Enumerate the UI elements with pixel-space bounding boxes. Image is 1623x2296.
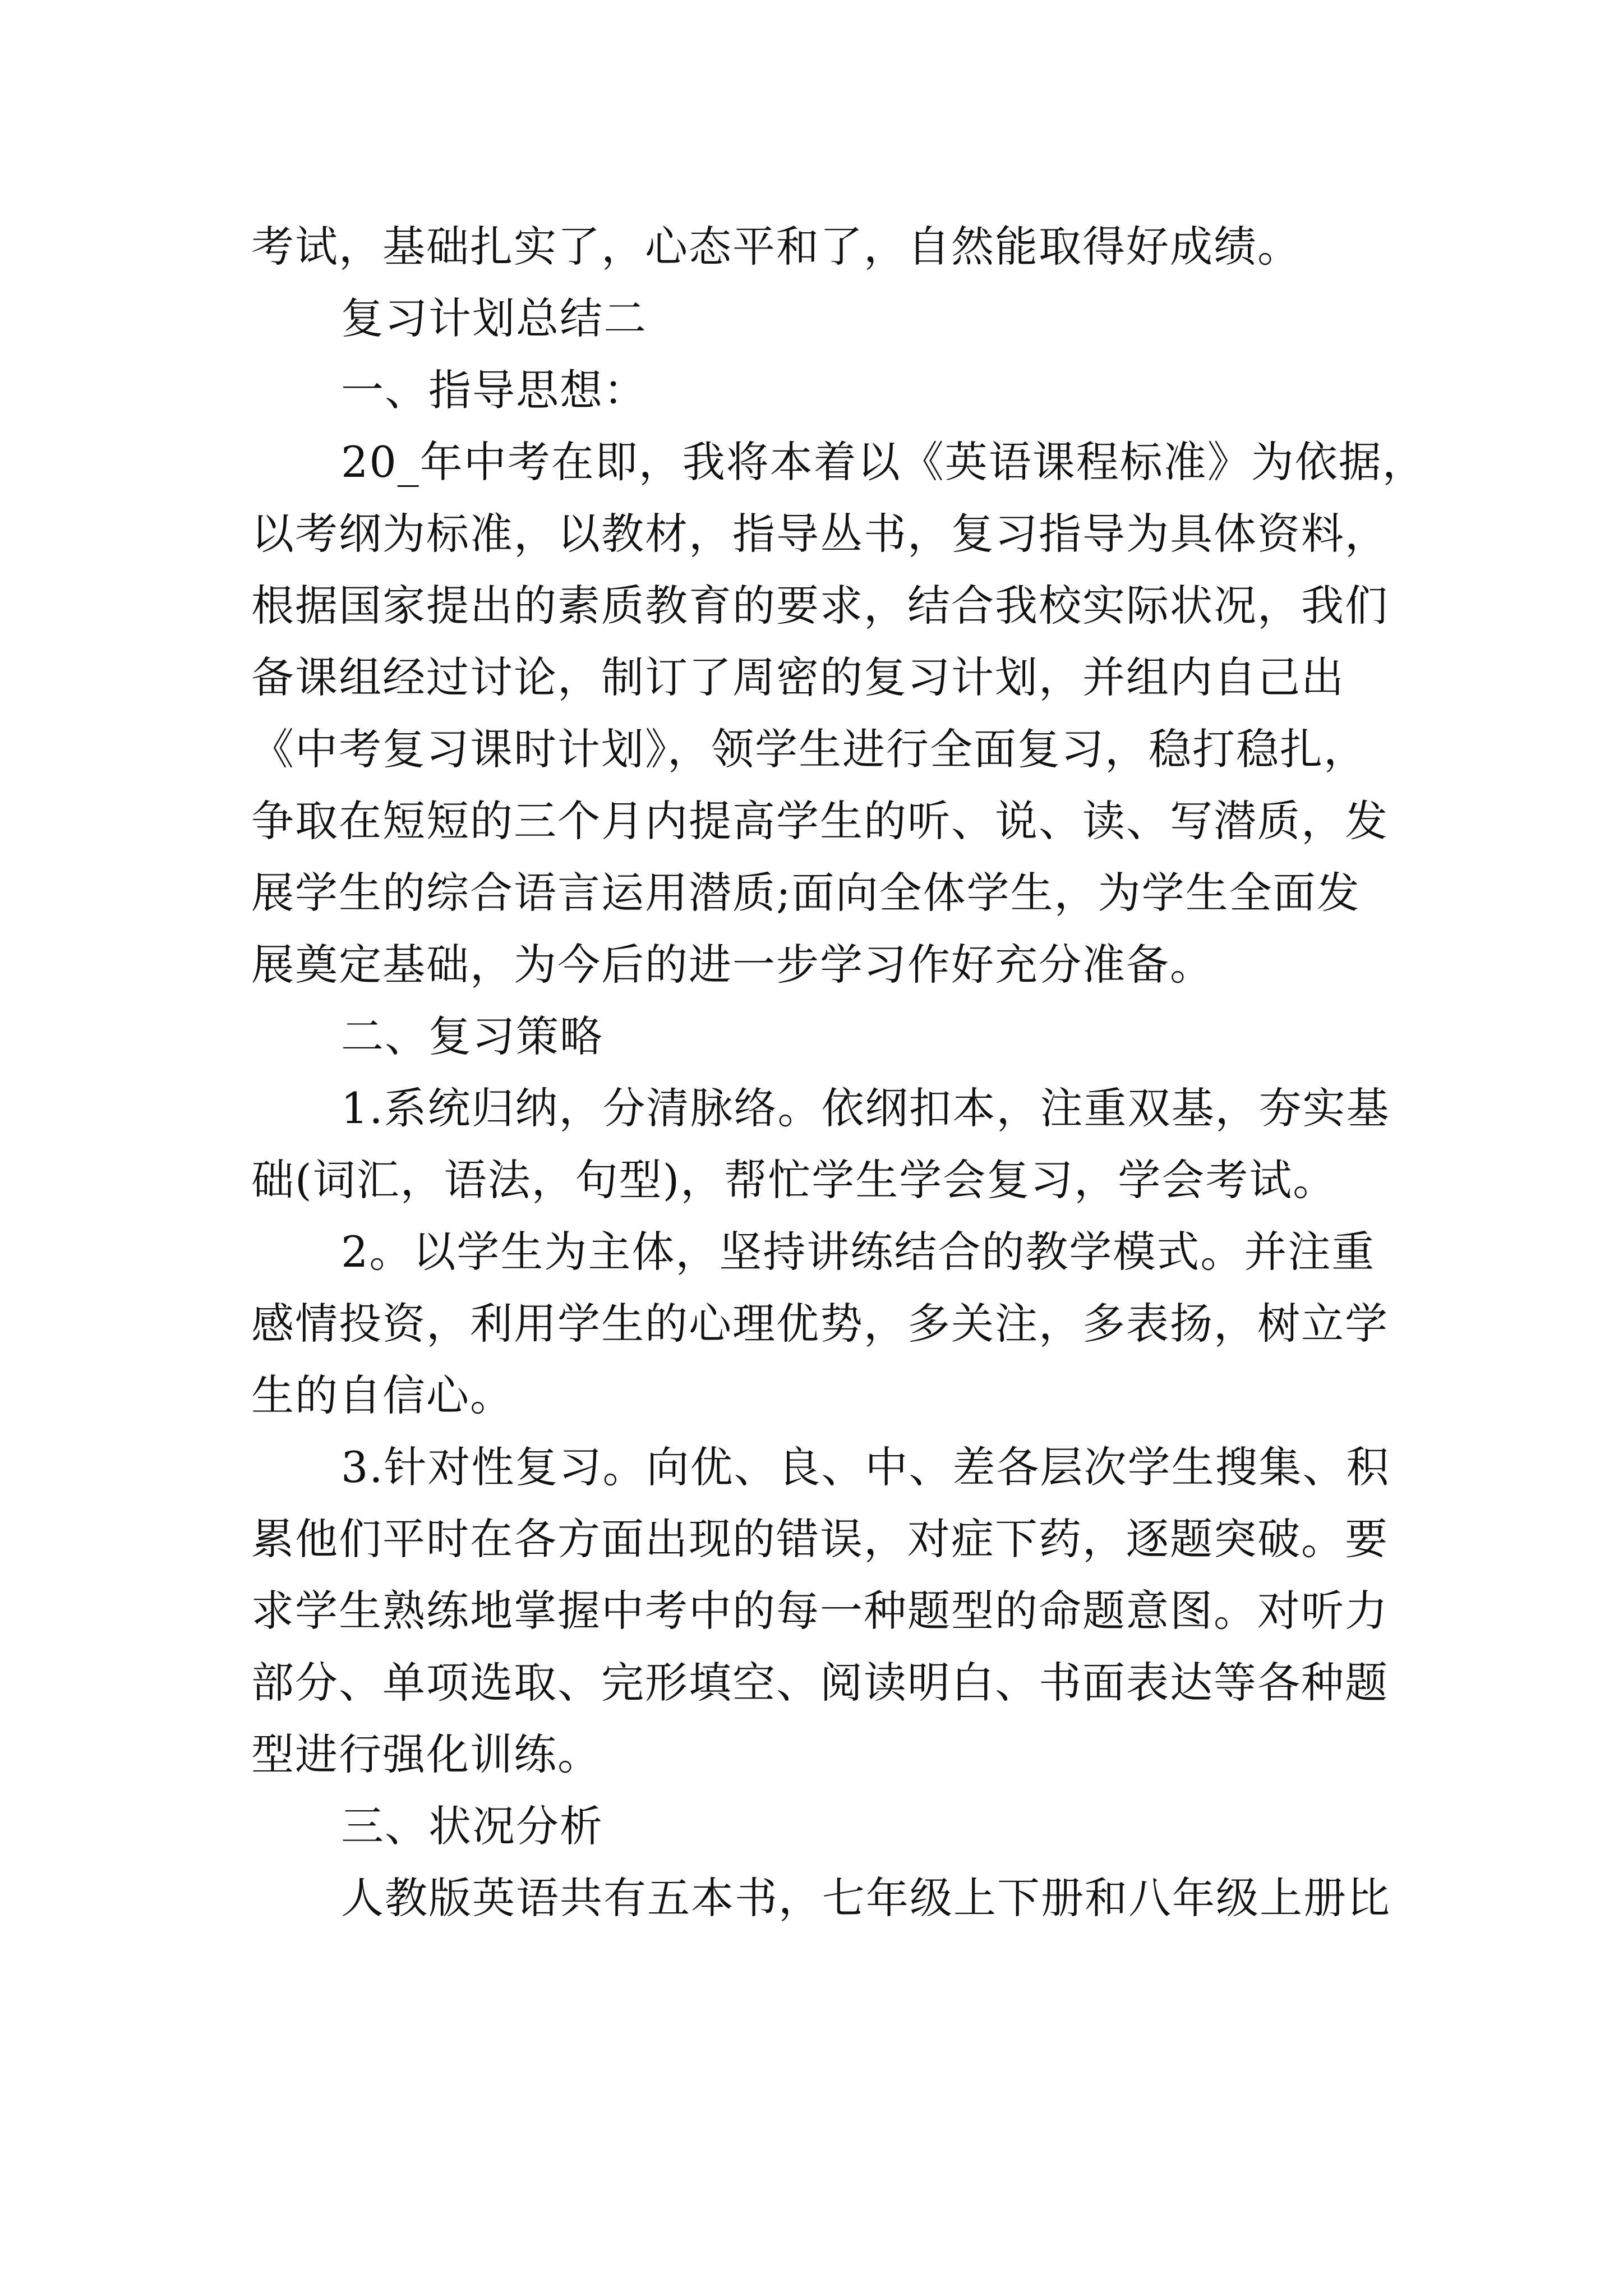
text-line: 求学生熟练地掌握中考中的每一种题型的命题意图。对听力 [251, 1586, 1389, 1636]
text-line: 考试，基础扎实了，心态平和了，自然能取得好成绩。 [251, 222, 1301, 272]
text-line: 感情投资，利用学生的心理优势，多关注，多表扬，树立学 [251, 1299, 1389, 1349]
text-line: 础(词汇，语法，句型)，帮忙学生学会复习，学会考试。 [251, 1155, 1337, 1205]
text-line: 展学生的综合语言运用潜质;面向全体学生，为学生全面发 [251, 868, 1361, 918]
text-line: 3.针对性复习。向优、良、中、差各层次学生搜集、积 [341, 1442, 1390, 1492]
text-line: 累他们平时在各方面出现的错误，对症下药，逐题突破。要 [251, 1514, 1389, 1564]
text-line: 展奠定基础，为今后的进一步学习作好充分准备。 [251, 940, 1214, 990]
section-heading: 二、复习策略 [341, 1011, 603, 1061]
section-heading: 复习计划总结二 [341, 293, 647, 343]
text-line: 争取在短短的三个月内提高学生的听、说、读、写潜质，发 [251, 796, 1389, 846]
text-line: 2。以学生为主体，坚持讲练结合的教学模式。并注重 [341, 1227, 1376, 1277]
text-line: 《中考复习课时计划》，领学生进行全面复习，稳打稳扎， [251, 724, 1367, 774]
text-line: 备课组经过讨论，制订了周密的复习计划，并组内自己出 [251, 652, 1345, 702]
section-heading: 一、指导思想： [341, 365, 647, 415]
text-line: 20_年中考在即，我将本着以《英语课程标准》为依据， [341, 437, 1426, 487]
text-line: 1.系统归纳，分清脉络。依纲扣本，注重双基，夯实基 [341, 1083, 1390, 1133]
text-line: 型进行强化训练。 [251, 1729, 601, 1779]
text-line: 人教版英语共有五本书，七年级上下册和八年级上册比 [341, 1873, 1391, 1923]
text-line: 根据国家提出的素质教育的要求，结合我校实际状况，我们 [251, 581, 1389, 631]
text-line: 部分、单项选取、完形填空、阅读明白、书面表达等各种题 [251, 1658, 1389, 1708]
text-line: 生的自信心。 [251, 1370, 514, 1420]
text-line: 以考纲为标准，以教材，指导丛书，复习指导为具体资料， [251, 509, 1389, 559]
section-heading: 三、状况分析 [341, 1801, 603, 1851]
